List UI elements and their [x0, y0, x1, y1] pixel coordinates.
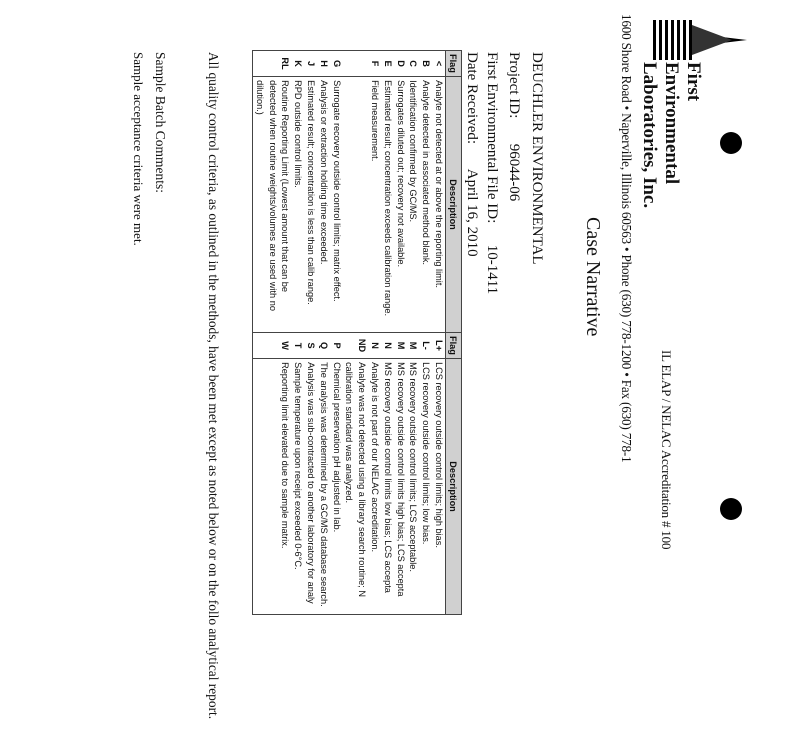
flag-code: C: [407, 51, 420, 77]
flag-description: Identification confirmed by GC/MS.: [407, 77, 420, 333]
flag-description: calibration standard was analyzed.: [343, 359, 356, 615]
flag-code: B: [419, 51, 432, 77]
column-header: Flag: [446, 51, 462, 77]
project-id-label: Project ID:: [506, 52, 522, 119]
client-name: DEUCHLER ENVIRONMENTAL: [529, 52, 545, 265]
flag-code: J: [304, 51, 317, 77]
flag-table-header: [446, 51, 462, 615]
flag-code: [253, 332, 266, 358]
table-row: [419, 51, 432, 615]
flag-code: M: [394, 332, 407, 358]
flag-code: [266, 51, 279, 77]
table-row: [279, 51, 292, 615]
file-id-value: 10-1411: [484, 244, 500, 295]
flag-table-body: [253, 51, 446, 615]
table-row: [253, 51, 266, 615]
flag-code: <: [432, 51, 445, 77]
flag-code: N: [368, 332, 381, 358]
table-row: [394, 51, 407, 615]
batch-comments-heading: Sample Batch Comments:: [153, 52, 168, 193]
flag-description: dilution.): [253, 77, 266, 333]
flag-description: Surrogate recovery outside control limits; matrix effect.: [330, 77, 343, 333]
table-row: [368, 51, 381, 615]
flag-description: Analysis or extraction holding time exceeded.: [317, 77, 330, 333]
flag-code: N: [381, 332, 394, 358]
flag-code: [266, 332, 279, 358]
table-row: [432, 51, 445, 615]
flag-code: [343, 332, 356, 358]
flag-description: Reporting limit elevated due to sample matrix.: [279, 359, 292, 615]
page-title: Case Narrative: [582, 217, 604, 337]
date-received-label: Date Received:: [464, 52, 480, 145]
table-row: [317, 51, 330, 615]
flag-code: L-: [419, 332, 432, 358]
table-row: [381, 51, 394, 615]
flag-code: F: [368, 51, 381, 77]
flag-code: T: [291, 332, 304, 358]
flag-code: P: [330, 332, 343, 358]
company-name-line: First: [683, 62, 704, 102]
flag-code: ND: [355, 332, 368, 358]
flag-code: RL: [279, 51, 292, 77]
flag-description: LCS recovery outside control limits; low bias.: [419, 359, 432, 615]
company-name: [638, 62, 704, 208]
file-id-row: [483, 52, 500, 294]
table-row: [304, 51, 317, 615]
punch-hole-icon: [720, 132, 742, 154]
flag-description: MS recovery outside control limits high bias; LCS accepta: [394, 359, 407, 615]
flag-description: RPD outside control limits.: [291, 77, 304, 333]
flag-code: Q: [317, 332, 330, 358]
table-row: [330, 51, 343, 615]
flag-description: Sample temperature upon receipt exceeded 0-6°C.: [291, 359, 304, 615]
flag-code: G: [330, 51, 343, 77]
flag-code: [343, 51, 356, 77]
date-received-row: [463, 52, 480, 257]
flag-code: K: [291, 51, 304, 77]
flag-code: [355, 51, 368, 77]
project-id-value: 96044-06: [506, 143, 522, 202]
table-row: [266, 51, 279, 615]
accreditation: IL ELAP / NELAC Accreditation # 100: [659, 350, 674, 550]
table-row: [407, 51, 420, 615]
flag-description: Chemical preservation pH adjusted in lab.: [330, 359, 343, 615]
flag-description: Analyte not detected at or above the reporting limit.: [432, 77, 445, 333]
flag-code: [253, 51, 266, 77]
table-row: [355, 51, 368, 615]
flag-code: E: [381, 51, 394, 77]
flag-description: Estimated result; concentration exceeds calibration range.: [381, 77, 394, 333]
flag-code: M: [407, 332, 420, 358]
flag-description: [253, 359, 266, 615]
flag-description: MS recovery outside control limits low bias; LCS accepta: [381, 359, 394, 615]
flag-description: [266, 359, 279, 615]
flag-description: Analyte detected in associated method blank.: [419, 77, 432, 333]
table-row: [291, 51, 304, 615]
qc-statement: All quality control criteria, as outlined in the methods, have been met except as noted below or on the follo analytical report.: [206, 52, 221, 720]
flag-description: [343, 77, 356, 333]
flag-description: Field measurement.: [368, 77, 381, 333]
flag-code: L+: [432, 332, 445, 358]
flag-description: MS recovery outside control limits; LCS acceptable.: [407, 359, 420, 615]
flag-description: Routine Reporting Limit (Lowest amount that can be: [279, 77, 292, 333]
table-row: [343, 51, 356, 615]
column-header: Flag: [446, 332, 462, 358]
flag-description: detected when routine weights/volumes are used with no: [266, 77, 279, 333]
flag-table: [252, 50, 462, 615]
flag-description: [355, 77, 368, 333]
company-name-line: Laboratories, Inc.: [639, 62, 660, 209]
flag-description: Analyte is not part of our NELAC accreditation.: [368, 359, 381, 615]
flag-code: S: [304, 332, 317, 358]
flag-description: The analysis was determined by a GC/MS database search.: [317, 359, 330, 615]
flag-description: LCS recovery outside control limits; high bias.: [432, 359, 445, 615]
flag-description: Analyte was not detected using a library search routine; N: [355, 359, 368, 615]
flag-description: Analysis was sub-contracted to another laboratory for analy: [304, 359, 317, 615]
date-received-value: April 16, 2010: [464, 168, 480, 257]
column-header: Description: [446, 359, 462, 615]
punch-hole-icon: [720, 498, 742, 520]
company-name-line: Environmental: [661, 62, 682, 185]
file-id-label: First Environmental File ID:: [484, 52, 500, 224]
flag-description: Estimated result; concentration is less than calib range.: [304, 77, 317, 333]
column-header: Description: [446, 77, 462, 333]
company-address: 1600 Shore Road • Naperville, Illinois 60563 • Phone (630) 778-1200 • Fax (630) 778-1: [619, 14, 634, 463]
batch-comment: Sample acceptance criteria were met.: [131, 52, 146, 246]
flag-code: H: [317, 51, 330, 77]
project-id-row: [505, 52, 522, 201]
flag-description: Surrogates diluted out; recovery not available.: [394, 77, 407, 333]
flag-code: W: [279, 332, 292, 358]
flag-code: D: [394, 51, 407, 77]
